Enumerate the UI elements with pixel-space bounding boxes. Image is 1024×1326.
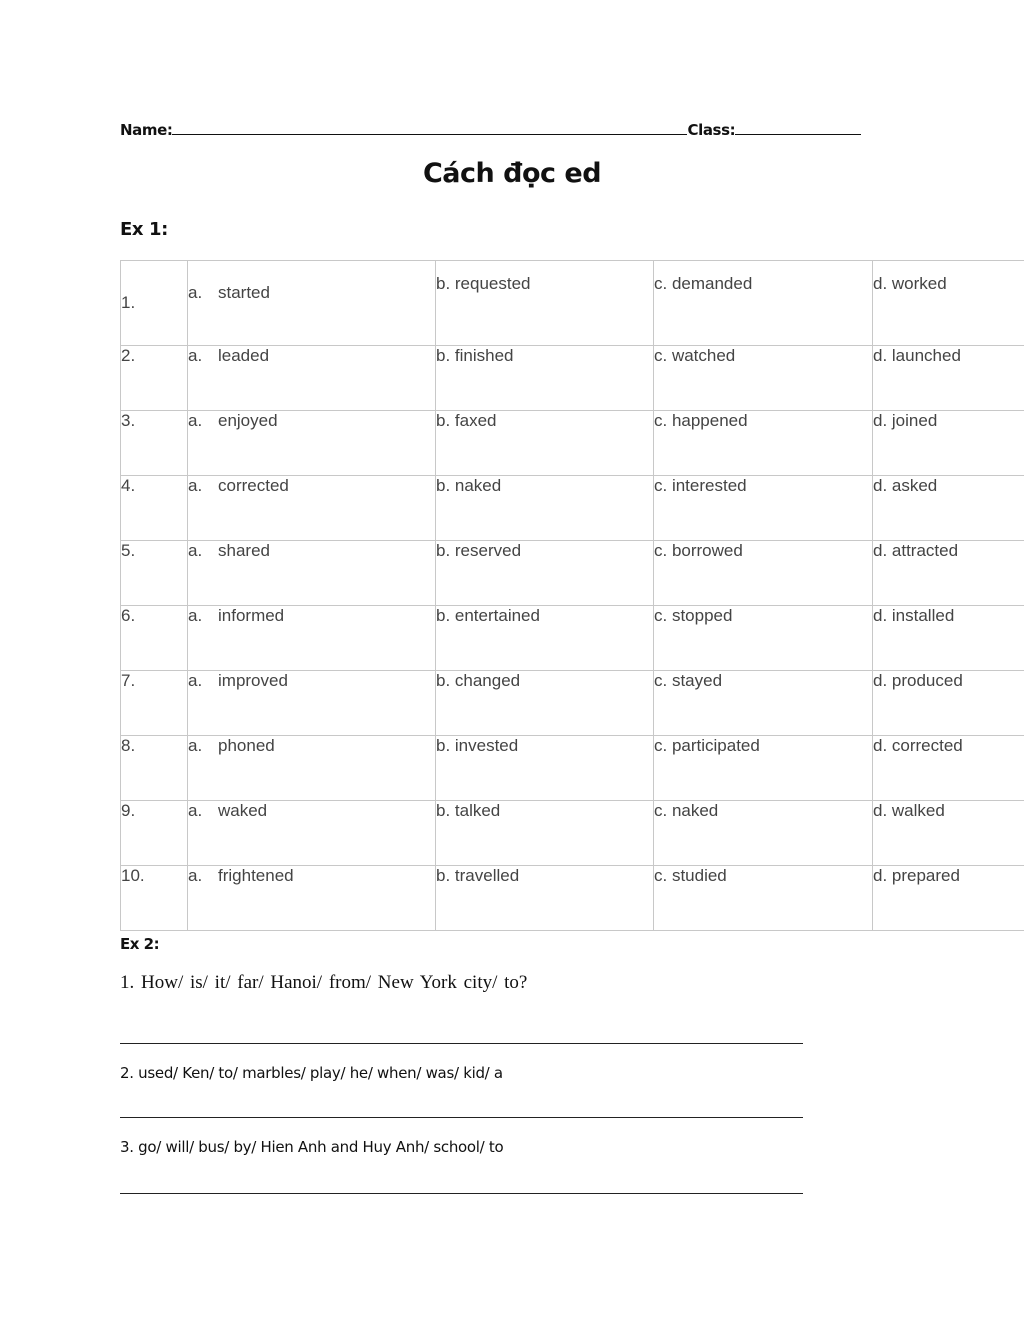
class-blank[interactable] [735,120,861,135]
option-a [188,866,436,931]
option-c: c. watched [654,346,873,411]
option-b: b. entertained [436,606,654,671]
option-a-letter: a. [188,541,203,560]
table-row [121,801,1024,866]
exercise-2-sentence-2: 2. used/ Ken/ to/ marbles/ play/ he/ when/ was/ kid/ a [120,1064,503,1082]
option-c: c. naked [654,801,873,866]
option-d: d. installed [873,606,1024,671]
option-a [188,476,436,541]
name-blank[interactable] [172,120,687,135]
table-row [121,411,1024,476]
option-c: c. stayed [654,671,873,736]
option-a-letter: a. [188,866,203,885]
table-row [121,671,1024,736]
exercise-2-sentence-3: 3. go/ will/ bus/ by/ Hien Anh and Huy Anh/ school/ to [120,1138,504,1156]
option-a [188,261,436,346]
option-a-letter: a. [188,476,203,495]
option-a [188,736,436,801]
question-number: 10. [121,866,188,931]
option-a-word: shared [218,541,270,560]
option-a [188,671,436,736]
option-a-letter: a. [188,606,203,625]
option-d: d. launched [873,346,1024,411]
option-a-word: informed [218,606,285,625]
exercise-1-label: Ex 1: [120,219,168,240]
exercise-2-sentence-1: 1. How/ is/ it/ far/ Hanoi/ from/ New York city/ to? [120,972,528,993]
option-a-word: enjoyed [218,411,278,430]
exercise-2-label: Ex 2: [120,935,160,953]
option-a [188,606,436,671]
name-label: Name: [120,121,173,139]
page-title: Cách đọc ed [422,158,602,189]
option-d: d. attracted [873,541,1024,606]
question-number: 8. [121,736,188,801]
option-d: d. prepared [873,866,1024,931]
option-c: c. borrowed [654,541,873,606]
table-row [121,866,1024,931]
option-b: b. finished [436,346,654,411]
option-b: b. requested [436,261,654,346]
question-number: 4. [121,476,188,541]
option-a-letter: a. [188,411,203,430]
option-d: d. corrected [873,736,1024,801]
option-a [188,411,436,476]
option-a-word: leaded [218,346,270,365]
option-a-letter: a. [188,801,203,820]
answer-line-1[interactable] [120,1043,803,1044]
option-c: c. demanded [654,261,873,346]
option-d: d. walked [873,801,1024,866]
option-a-letter: a. [188,346,203,365]
option-d: d. produced [873,671,1024,736]
option-c: c. happened [654,411,873,476]
answer-line-3[interactable] [120,1193,803,1194]
table-row [121,541,1024,606]
option-a-word: corrected [218,476,289,495]
question-number: 5. [121,541,188,606]
option-a-letter: a. [188,736,203,755]
question-number: 7. [121,671,188,736]
option-a-word: improved [218,671,288,690]
option-b: b. talked [436,801,654,866]
question-number: 9. [121,801,188,866]
option-b: b. invested [436,736,654,801]
option-a-word: waked [218,801,268,820]
option-d: d. asked [873,476,1024,541]
option-c: c. participated [654,736,873,801]
question-number: 1. [121,261,188,346]
table-row [121,606,1024,671]
question-number: 2. [121,346,188,411]
table-row [121,736,1024,801]
option-c: c. stopped [654,606,873,671]
option-b: b. reserved [436,541,654,606]
question-number: 3. [121,411,188,476]
option-a-letter: a. [188,283,203,302]
option-b: b. faxed [436,411,654,476]
option-c: c. studied [654,866,873,931]
name-class-header [120,120,880,139]
table-row [121,346,1024,411]
option-c: c. interested [654,476,873,541]
option-a-word: frightened [218,866,294,885]
option-b: b. changed [436,671,654,736]
option-b: b. travelled [436,866,654,931]
option-a-letter: a. [188,671,203,690]
question-number: 6. [121,606,188,671]
option-a-word: phoned [218,736,275,755]
option-b: b. naked [436,476,654,541]
option-d: d. worked [873,261,1024,346]
answer-line-2[interactable] [120,1117,803,1118]
option-d: d. joined [873,411,1024,476]
option-a [188,346,436,411]
option-a [188,541,436,606]
exercise-1-table [120,260,1024,931]
option-a [188,801,436,866]
option-a-word: started [218,283,270,302]
class-label: Class: [687,121,736,139]
table-row [121,261,1024,346]
table-row [121,476,1024,541]
